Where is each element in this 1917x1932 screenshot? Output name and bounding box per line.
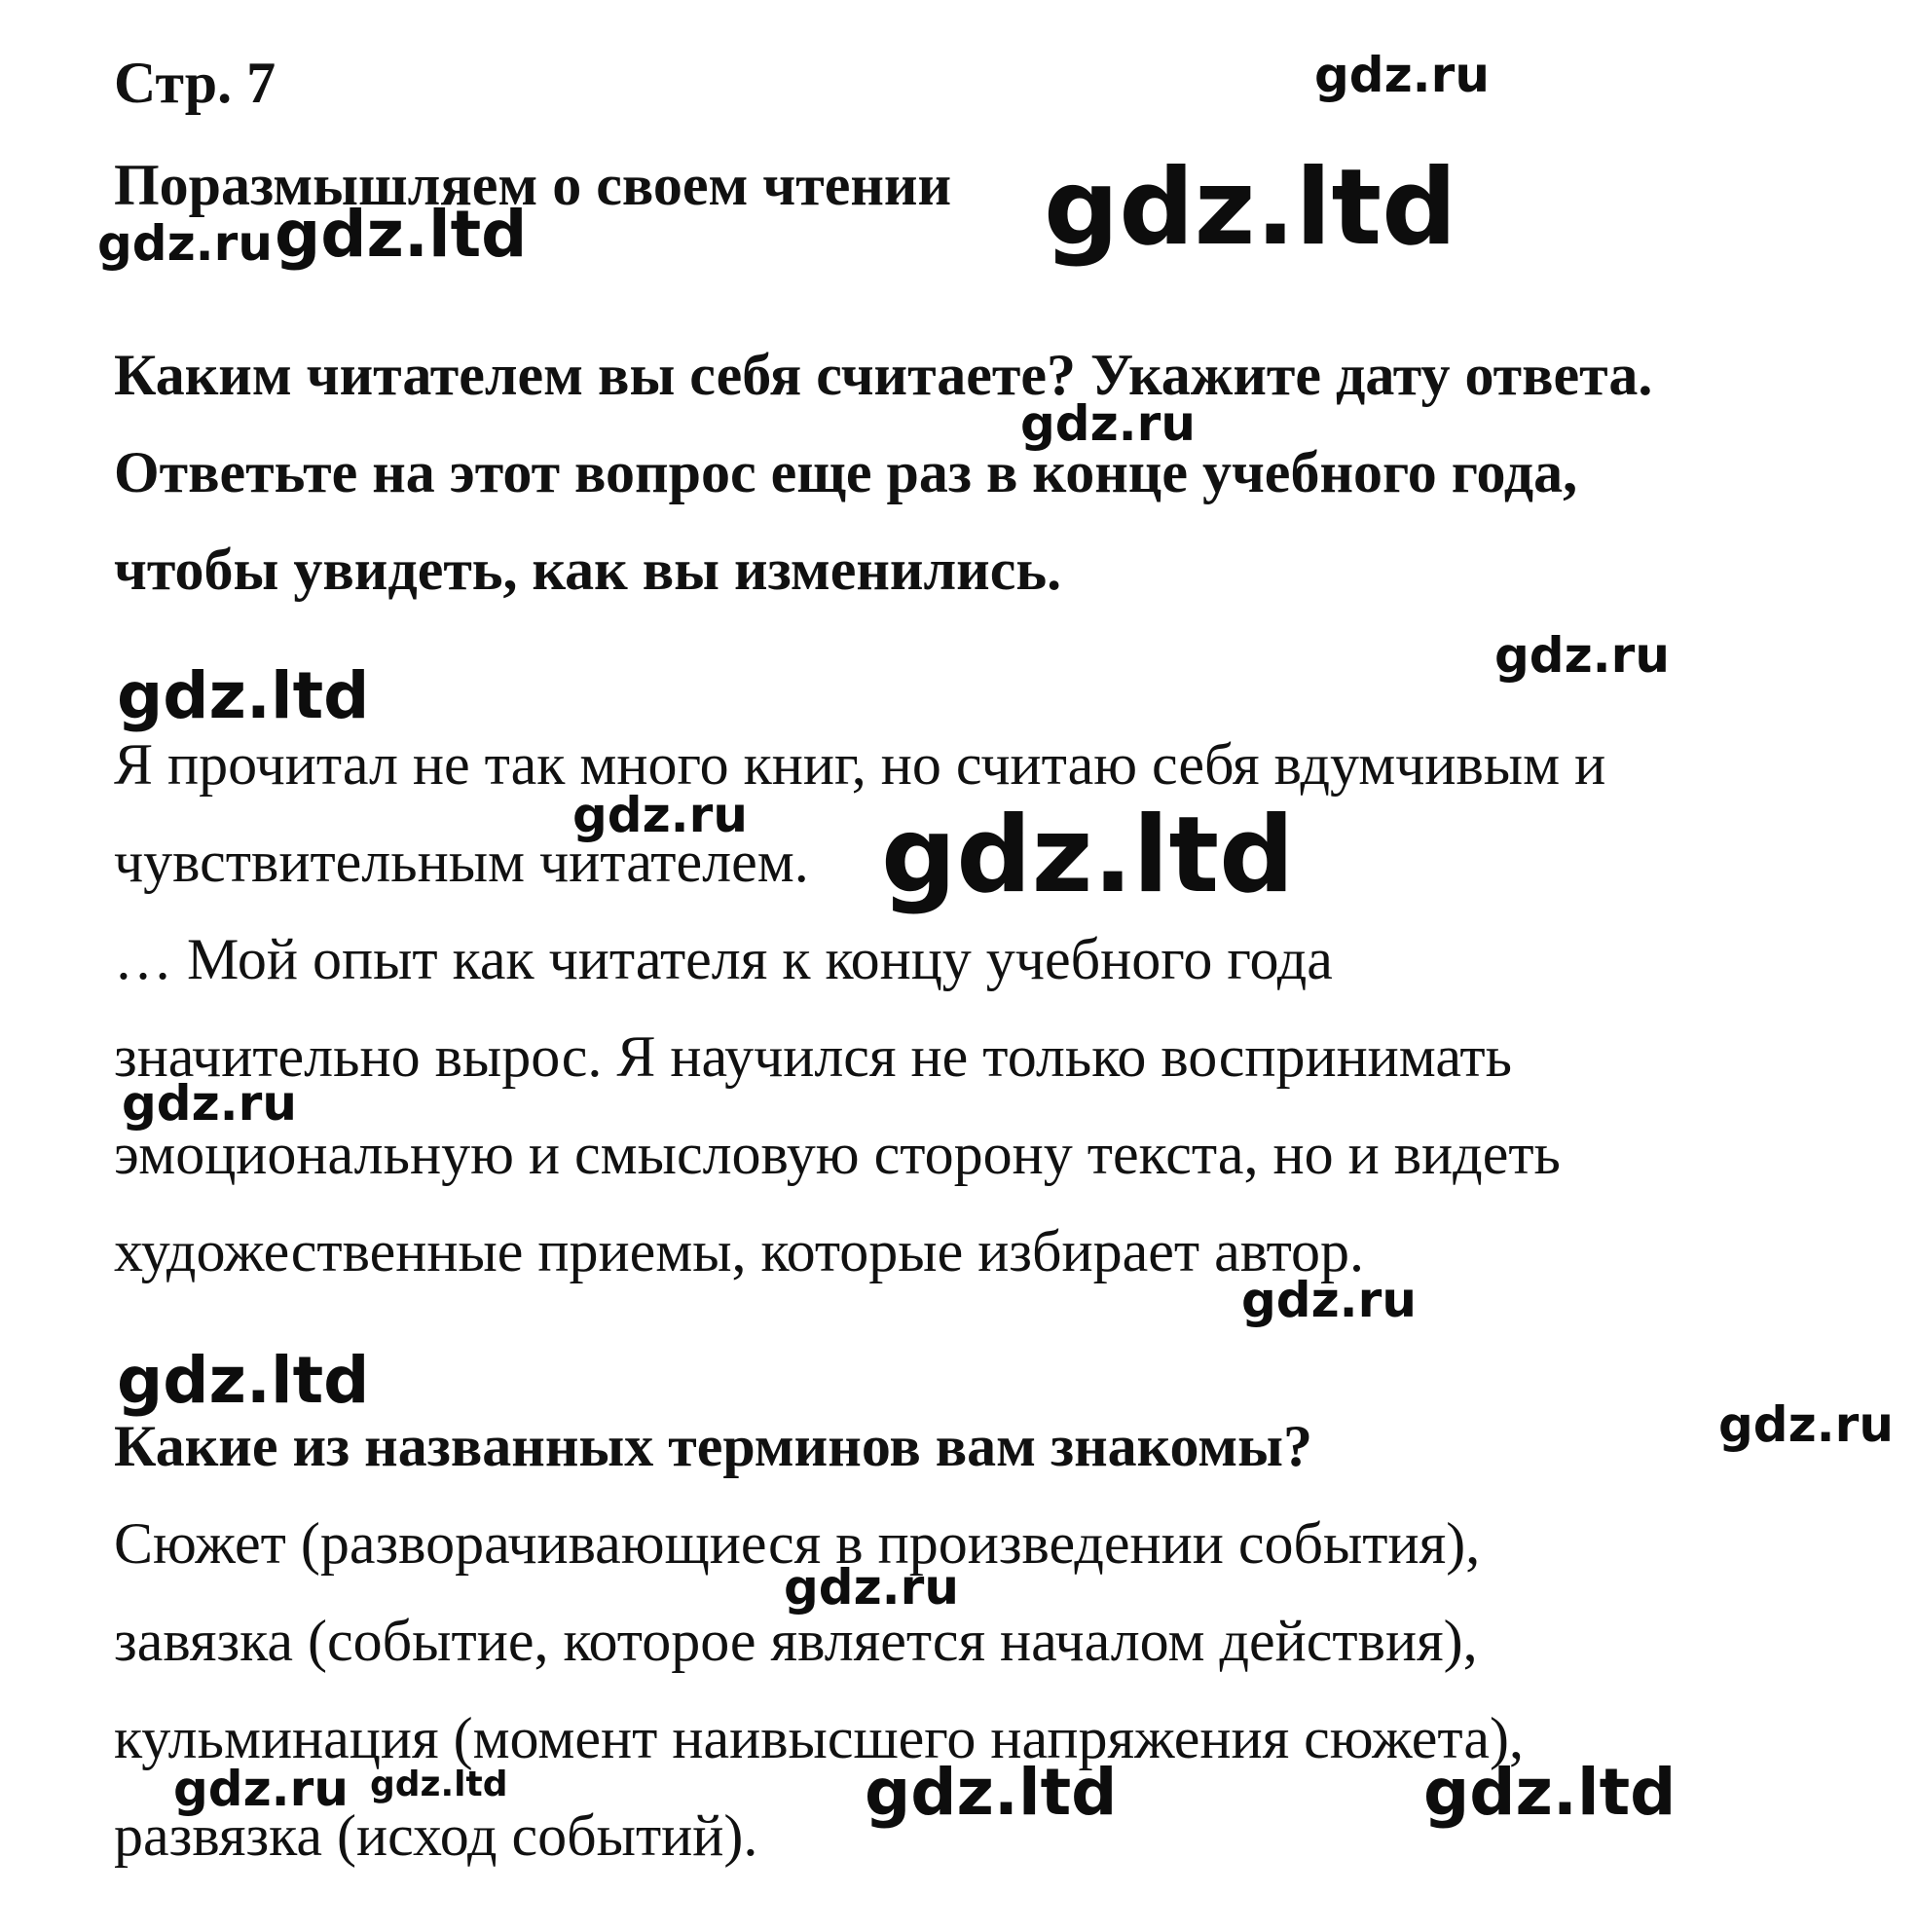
watermark-gdz-ltd: gdz.ltd <box>117 658 370 733</box>
watermark-gdz-ru: gdz.ru <box>1314 47 1490 103</box>
watermark-gdz-ltd: gdz.ltd <box>1044 147 1457 269</box>
question-1-line-3: чтобы увидеть, как вы изменились. <box>114 538 1062 602</box>
answer-1-line-2: чувствительным читателем. <box>114 830 809 894</box>
answer-2-line-1: Сюжет (разворачивающиеся в произведении события), <box>114 1511 1481 1576</box>
watermark-gdz-ru: gdz.ru <box>784 1559 959 1616</box>
watermark-gdz-ltd: gdz.ltd <box>370 1765 508 1804</box>
answer-1-line-6: художественные приемы, которые избирает автор. <box>114 1219 1365 1283</box>
watermark-gdz-ltd: gdz.ltd <box>881 795 1295 916</box>
question-1-line-1: Каким читателем вы себя считаете? Укажите дату ответа. <box>114 343 1653 407</box>
watermark-gdz-ru: gdz.ru <box>1718 1396 1894 1453</box>
answer-1-line-1: Я прочитал не так много книг, но считаю себя вдумчивым и <box>114 732 1606 797</box>
answer-2-line-3: кульминация (момент наивысшего напряжения сюжета), <box>114 1706 1524 1770</box>
watermark-gdz-ru: gdz.ru <box>1494 627 1670 684</box>
question-2: Какие из названных терминов вам знакомы? <box>114 1414 1313 1478</box>
answer-1-line-3: … Мой опыт как читателя к концу учебного года <box>114 927 1333 991</box>
watermark-gdz-ltd: gdz.ltd <box>1423 1755 1677 1830</box>
answer-2-line-4: развязка (исход событий). <box>114 1803 758 1868</box>
page-label: Стр. 7 <box>114 51 276 115</box>
section-title: Поразмышляем о своем чтении <box>114 153 952 217</box>
answer-2-line-2: завязка (событие, которое является началом действия), <box>114 1609 1478 1673</box>
watermark-gdz-ltd: gdz.ltd <box>865 1755 1118 1830</box>
watermark-gdz-ru: gdz.ru <box>97 215 273 272</box>
watermark-gdz-ru: gdz.ru <box>122 1075 297 1132</box>
watermark-gdz-ru: gdz.ru <box>1020 395 1196 452</box>
watermark-gdz-ru: gdz.ru <box>572 787 748 843</box>
answer-1-line-4: значительно вырос. Я научился не только воспринимать <box>114 1024 1513 1089</box>
watermark-gdz-ltd: gdz.ltd <box>275 197 528 272</box>
answer-1-line-5: эмоциональную и смысловую сторону текста, но и видеть <box>114 1122 1561 1186</box>
watermark-gdz-ru: gdz.ru <box>173 1761 349 1817</box>
watermark-gdz-ltd: gdz.ltd <box>117 1343 370 1418</box>
question-1-line-2: Ответьте на этот вопрос еще раз в конце учебного года, <box>114 440 1578 504</box>
watermark-gdz-ru: gdz.ru <box>1241 1272 1417 1328</box>
